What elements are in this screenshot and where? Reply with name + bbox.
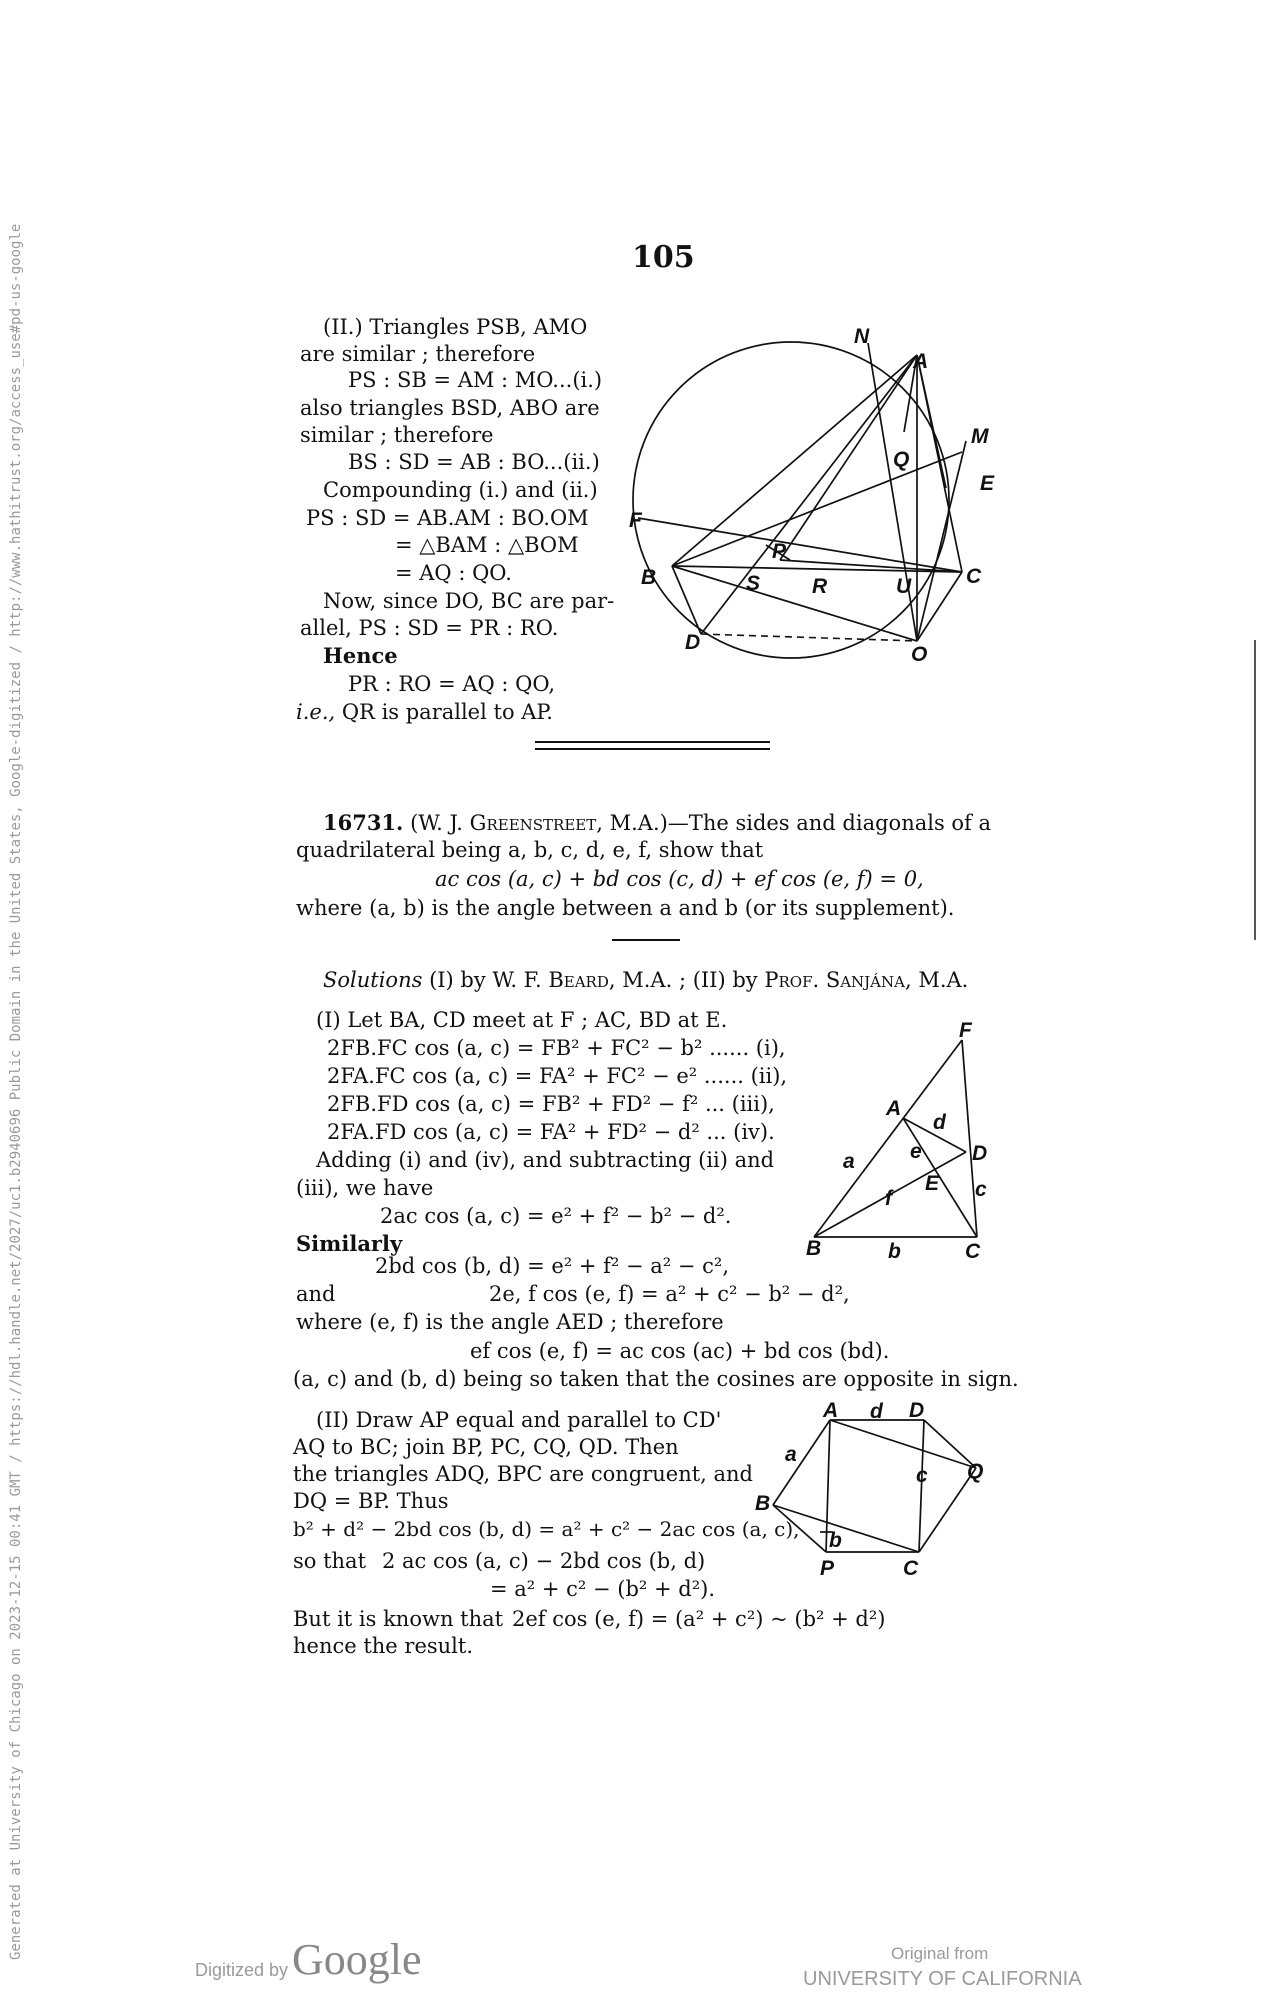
problem-line xyxy=(323,810,991,836)
google-logo: Google xyxy=(292,1935,422,1984)
text-line: Compounding (i.) and (ii.) xyxy=(323,478,598,502)
footer-digitized-by: Digitized by xyxy=(195,1960,289,1980)
point-label: A xyxy=(913,350,929,373)
text-line: where (e, f) is the angle AED ; therefore xyxy=(296,1310,724,1334)
short-divider xyxy=(612,939,680,941)
text-line xyxy=(296,699,553,725)
text-line: 2ef cos (e, f) = (a² + c²) ~ (b² + d²) xyxy=(512,1607,886,1631)
point-label: P xyxy=(820,1557,835,1580)
problem-number: 16731. xyxy=(323,810,404,835)
problem-line: quadrilateral being a, b, c, d, e, f, show that xyxy=(296,838,764,862)
text-fragment: QR is parallel to AP. xyxy=(341,700,553,724)
point-label: f xyxy=(885,1187,892,1210)
text-line: 2ac cos (a, c) = e² + f² − b² − d². xyxy=(380,1204,732,1228)
text-fragment: ; (II) by xyxy=(678,968,758,992)
scan-edge-mark xyxy=(1254,640,1256,940)
text-line: = △BAM : △BOM xyxy=(395,533,579,557)
solutions-heading xyxy=(323,967,968,993)
text-line: (II) Draw AP equal and parallel to CD' xyxy=(316,1408,722,1432)
text-line: 2FB.FC cos (a, c) = FB² + FC² − b² ...... (i), xyxy=(327,1036,786,1060)
text-line: 2FA.FD cos (a, c) = FA² + FD² − d² ... (iv). xyxy=(327,1120,775,1144)
section-divider xyxy=(535,741,770,743)
text-line: Hence xyxy=(323,643,398,668)
text-line: 2FB.FD cos (a, c) = FB² + FD² − f² ... (iii), xyxy=(327,1092,775,1116)
point-label: F xyxy=(959,1019,972,1042)
point-label: e xyxy=(910,1140,922,1163)
point-label: R xyxy=(812,575,828,598)
point-label: E xyxy=(925,1172,940,1195)
point-label: d xyxy=(933,1111,946,1134)
text-line: allel, PS : SD = PR : RO. xyxy=(300,616,559,640)
problem-line: where (a, b) is the angle between a and b (or its supplement). xyxy=(296,896,955,920)
point-label: C xyxy=(965,1240,981,1263)
text-line: also triangles BSD, ABO are xyxy=(300,396,600,420)
point-label: M xyxy=(971,425,989,448)
text-line: b² + d² − 2bd cos (b, d) = a² + c² − 2ac cos (a, c), xyxy=(293,1517,800,1541)
point-label: P xyxy=(772,540,787,563)
text-fragment: (I) by xyxy=(429,968,486,992)
point-label: c xyxy=(975,1178,987,1201)
point-label: F xyxy=(629,509,642,532)
point-label: D xyxy=(972,1142,988,1165)
footer-institution: UNIVERSITY OF CALIFORNIA xyxy=(803,1968,1082,1990)
author-name: Prof. Sanjána, M.A. xyxy=(764,968,969,992)
point-label: b xyxy=(888,1240,901,1263)
point-label: A xyxy=(886,1097,902,1120)
footer-original-from: Original from xyxy=(891,1944,989,1963)
point-label: E xyxy=(980,472,995,495)
point-label: D xyxy=(909,1399,925,1422)
text-line: hence the result. xyxy=(293,1634,474,1658)
text-line: PS : SB = AM : MO...(i.) xyxy=(348,368,603,392)
margin-note xyxy=(0,223,40,1980)
point-label: a xyxy=(785,1443,797,1466)
point-label: b xyxy=(829,1529,842,1552)
text-fragment: , M.A.)—The sides and diagonals of a xyxy=(596,811,992,835)
text-line: BS : SD = AB : BO...(ii.) xyxy=(348,450,600,474)
text-line: similar ; therefore xyxy=(300,423,494,447)
text-line: PS : SD = AB.AM : BO.OM xyxy=(306,506,589,530)
text-fragment: (W. J. xyxy=(410,811,463,835)
author-name: Greenstreet xyxy=(469,811,597,835)
point-label: D xyxy=(685,631,701,654)
parallelogram-diagram xyxy=(750,1395,1000,1585)
point-label: B xyxy=(641,566,657,589)
text-line: 2e, f cos (e, f) = a² + c² − b² − d², xyxy=(489,1282,850,1306)
text-line: 2FA.FC cos (a, c) = FA² + FC² − e² ...... (ii), xyxy=(327,1064,788,1088)
point-label: A xyxy=(823,1399,839,1422)
text-line: Adding (i) and (iv), and subtracting (ii) and xyxy=(316,1148,775,1172)
text-line: 2 ac cos (a, c) − 2bd cos (b, d) xyxy=(382,1549,706,1573)
circle-diagram xyxy=(620,300,1020,700)
point-label: O xyxy=(911,643,928,666)
point-label: Q xyxy=(967,1460,984,1483)
text-line: so that xyxy=(293,1549,367,1573)
text-line: ef cos (e, f) = ac cos (ac) + bd cos (bd). xyxy=(470,1339,890,1363)
margin-note-text: Generated at University of Chicago on 2023-12-15 00:41 GMT / https://hdl.handle.net/2027/uc1.b2940696 Public Domain in the United States, Google-digitized / http://www.hathitrust.org/access_use#pd-us-google xyxy=(8,223,24,1960)
text-line: Similarly xyxy=(296,1231,403,1256)
text-line: (I) Let BA, CD meet at F ; AC, BD at E. xyxy=(316,1008,728,1032)
text-line: = a² + c² − (b² + d²). xyxy=(490,1577,716,1601)
text-fragment: Solutions xyxy=(323,968,423,992)
point-label: U xyxy=(896,575,912,598)
text-line: DQ = BP. Thus xyxy=(293,1489,449,1513)
section-divider xyxy=(535,748,770,750)
quadrilateral-diagram xyxy=(795,1010,1005,1270)
problem-equation: ac cos (a, c) + bd cos (c, d) + ef cos (e, f) = 0, xyxy=(435,867,924,891)
text-line: (a, c) and (b, d) being so taken that the cosines are opposite in sign. xyxy=(293,1367,1019,1391)
text-line: But it is known that xyxy=(293,1607,504,1631)
point-label: B xyxy=(806,1237,822,1260)
author-name: W. F. Beard, M.A. xyxy=(492,968,673,992)
point-label: a xyxy=(843,1150,855,1173)
text-line: the triangles ADQ, BPC are congruent, and xyxy=(293,1462,754,1486)
point-label: S xyxy=(746,572,761,595)
text-line: = AQ : QO. xyxy=(395,561,512,585)
ie-prefix: i.e., xyxy=(296,700,336,724)
point-label: B xyxy=(755,1492,771,1515)
point-label: d xyxy=(870,1400,883,1423)
point-label: c xyxy=(916,1464,928,1487)
point-label: Q xyxy=(893,448,910,471)
text-line: 2bd cos (b, d) = e² + f² − a² − c², xyxy=(375,1254,730,1278)
text-line: (iii), we have xyxy=(296,1176,434,1200)
text-line: AQ to BC; join BP, PC, CQ, QD. Then xyxy=(293,1435,679,1459)
text-line: (II.) Triangles PSB, AMO xyxy=(323,315,588,339)
text-line: are similar ; therefore xyxy=(300,342,536,366)
point-label: C xyxy=(903,1557,919,1580)
page-number: 105 xyxy=(632,240,695,275)
text-line: and xyxy=(296,1282,336,1306)
point-label: N xyxy=(854,325,870,348)
text-line: PR : RO = AQ : QO, xyxy=(348,672,556,696)
point-label: C xyxy=(966,565,982,588)
text-line: Now, since DO, BC are par- xyxy=(323,589,615,613)
